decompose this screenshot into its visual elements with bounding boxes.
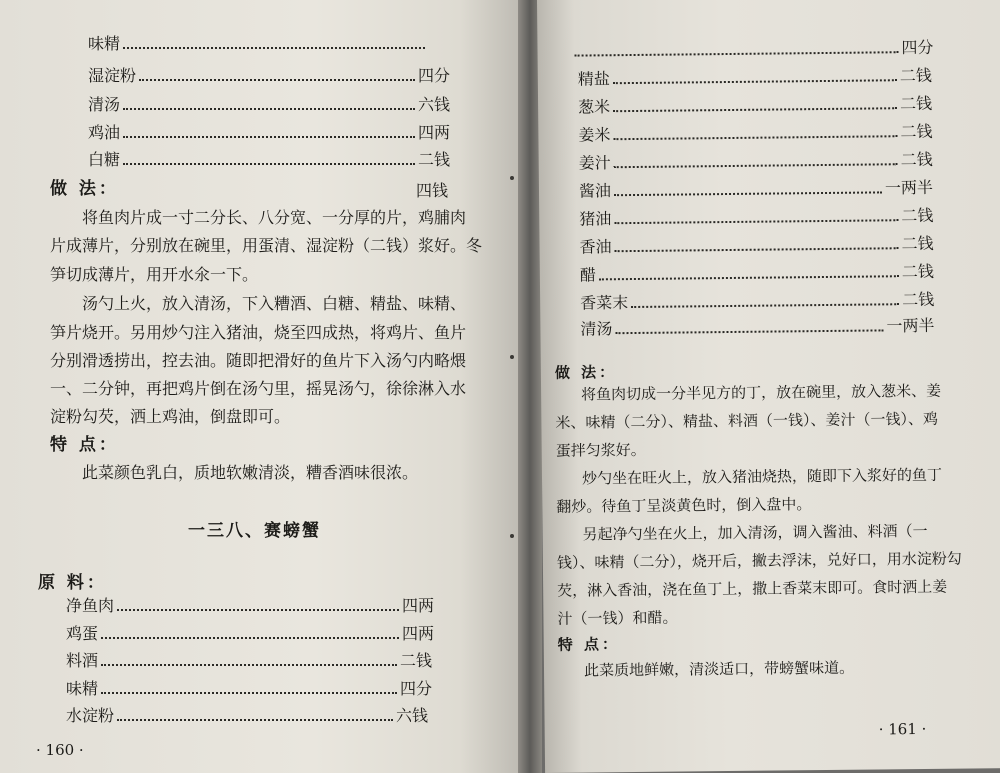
ingredient-row [578, 120, 932, 146]
ingredient-qty: 二钱 [899, 93, 933, 114]
leader-dots [139, 78, 415, 81]
ingredient-name: 水淀粉 [66, 706, 115, 725]
leader-dots [123, 46, 425, 49]
ingredient-row [580, 260, 934, 286]
method-qty: 四钱 [416, 181, 449, 200]
leader-dots [615, 328, 883, 334]
ingredient-qty: 一两半 [886, 315, 935, 336]
leader-dots [613, 78, 897, 84]
ingredient-name: 姜米 [578, 125, 611, 145]
ingredient-qty: 二钱 [901, 233, 934, 254]
method-line: 翻炒。待鱼丁呈淡黄色时，倒入盘中。 [556, 495, 812, 516]
binding-hole [510, 176, 514, 180]
leader-dots [101, 691, 397, 694]
ingredient-qty: 二钱 [399, 651, 432, 670]
leader-dots [123, 107, 415, 110]
method-line: 汤勺上火，放入清汤，下入糟酒、白糖、精盐、味精、 [82, 294, 467, 313]
right-page [537, 0, 1000, 773]
ingredient-row [88, 121, 450, 143]
method-line: 笋切成薄片，用开水氽一下。 [50, 265, 259, 284]
ingredient-qty: 一两半 [884, 177, 934, 198]
ingredient-row [579, 176, 933, 202]
leader-dots [614, 162, 898, 168]
method-line: 笋片烧开。另用炒勺注入猪油，烧至四成热，将鸡片、鱼片 [50, 323, 467, 342]
ingredient-qty: 四两 [417, 123, 450, 142]
features-heading: 特 点： [557, 635, 621, 654]
leader-dots [613, 134, 897, 140]
ingredient-row [66, 677, 432, 699]
ingredient-qty: 四两 [401, 624, 434, 643]
ingredient-name: 料酒 [66, 651, 99, 670]
method-line: 分别滑透捞出，控去油。随即把滑好的鱼片下入汤勺内略煨 [50, 351, 467, 370]
ingredient-qty: 二钱 [901, 205, 934, 226]
features-text: 此菜颜色乳白，质地软嫩清淡，糟香酒味很浓。 [82, 463, 419, 482]
method-line: 汁（一钱）和醋。 [557, 608, 678, 628]
ingredient-name: 猪油 [579, 209, 612, 229]
method-line: 将鱼肉切成一分半见方的丁，放在碗里，放入葱米、姜 [581, 381, 942, 404]
ingredient-qty: 六钱 [417, 95, 450, 114]
recipe-title: 一三八、赛螃蟹 [188, 521, 321, 541]
features-heading: 特 点： [50, 435, 119, 455]
ingredient-row [88, 64, 450, 86]
method-line: 蛋拌匀浆好。 [555, 440, 646, 460]
leader-dots [123, 135, 415, 138]
ingredient-qty: 二钱 [900, 121, 933, 142]
method-line: 另起净勺坐在火上，加入清汤，调入酱油、料酒（一 [582, 521, 928, 544]
leader-dots [117, 608, 399, 611]
ingredient-row [66, 622, 434, 644]
ingredient-qty: 四两 [401, 596, 434, 615]
method-line: 片成薄片，分别放在碗里，用蛋清、湿淀粉（二钱）浆好。冬 [50, 236, 483, 255]
ingredient-row [66, 649, 432, 671]
ingredient-row [579, 148, 933, 174]
ingredient-name: 清汤 [88, 95, 121, 114]
method-line: 淀粉勾芡，洒上鸡油，倒盘即可。 [50, 407, 291, 426]
ingredient-row [580, 314, 934, 340]
page-number: · 160 · [36, 741, 84, 759]
ingredient-name: 香油 [579, 237, 612, 257]
ingredient-name: 葱米 [578, 97, 611, 117]
method-heading: 做 法： [554, 363, 618, 382]
ingredient-row [66, 594, 434, 616]
method-line: 钱）、味精（二分），烧开后，撇去浮沫，兑好口，用水淀粉勾 [556, 549, 962, 572]
leader-dots [101, 663, 397, 666]
ingredient-row [578, 64, 932, 90]
ingredient-name: 味精 [88, 34, 121, 53]
ingredient-name: 清汤 [580, 319, 613, 339]
leader-dots [614, 218, 898, 224]
ingredient-row [578, 92, 932, 118]
ingredient-name: 鸡蛋 [66, 624, 99, 643]
method-line: 一、二分钟，再把鸡片倒在汤勺里，摇晃汤勺，徐徐淋入水 [50, 379, 467, 398]
ingredient-row [579, 204, 933, 230]
ingredient-row [88, 148, 450, 170]
leader-dots [614, 190, 882, 196]
ingredient-name: 鸡油 [88, 123, 121, 142]
ingredient-qty: 二钱 [900, 149, 933, 170]
page-number: · 161 · [878, 719, 927, 739]
materials-heading: 原 料： [38, 573, 107, 593]
method-line: 芡，淋入香油，浇在鱼丁上，撒上香菜末即可。食时洒上姜 [557, 577, 948, 600]
ingredient-qty: 六钱 [395, 706, 428, 725]
ingredient-row [88, 93, 450, 115]
ingredient-qty: 二钱 [899, 65, 932, 86]
ingredient-name: 姜汁 [578, 153, 611, 173]
leader-dots [123, 162, 415, 165]
ingredient-qty: 二钱 [417, 150, 450, 169]
ingredient-name: 净鱼肉 [66, 596, 115, 615]
ingredient-row [580, 288, 934, 314]
ingredient-qty: 二钱 [901, 261, 934, 282]
method-heading: 做 法： [50, 179, 119, 199]
ingredient-qty: 四分 [901, 37, 934, 58]
features-text: 此菜质地鲜嫩，清淡适口，带螃蟹味道。 [583, 658, 855, 680]
leader-dots [575, 50, 899, 56]
ingredient-row [88, 32, 428, 54]
method-line: 炒勺坐在旺火上，放入猪油烧热，随即下入浆好的鱼丁 [581, 465, 943, 488]
ingredient-row [571, 36, 933, 62]
ingredient-row [579, 232, 933, 258]
ingredient-name: 酱油 [578, 181, 612, 201]
ingredient-qty: 二钱 [902, 289, 935, 310]
leader-dots [631, 302, 899, 308]
leader-dots [613, 106, 897, 112]
ingredient-qty: 四分 [399, 679, 432, 698]
ingredient-name: 香菜末 [580, 293, 629, 313]
ingredient-name: 醋 [579, 265, 596, 285]
ingredient-name: 精盐 [577, 69, 610, 89]
method-line: 米、味精（二分）、精盐、料酒（一钱）、姜汁（一钱）、鸡 [555, 409, 939, 432]
ingredient-name: 白糖 [88, 150, 121, 169]
binding-hole [510, 534, 514, 538]
leader-dots [117, 718, 393, 721]
binding-hole [510, 355, 514, 359]
ingredient-name: 湿淀粉 [88, 66, 137, 85]
ingredient-qty: 四分 [417, 66, 450, 85]
ingredient-row [66, 704, 428, 726]
method-line: 将鱼肉片成一寸二分长、八分宽、一分厚的片，鸡脯肉 [82, 208, 467, 227]
leader-dots [599, 274, 899, 280]
leader-dots [615, 246, 899, 252]
leader-dots [101, 636, 399, 639]
ingredient-name: 味精 [66, 679, 99, 698]
